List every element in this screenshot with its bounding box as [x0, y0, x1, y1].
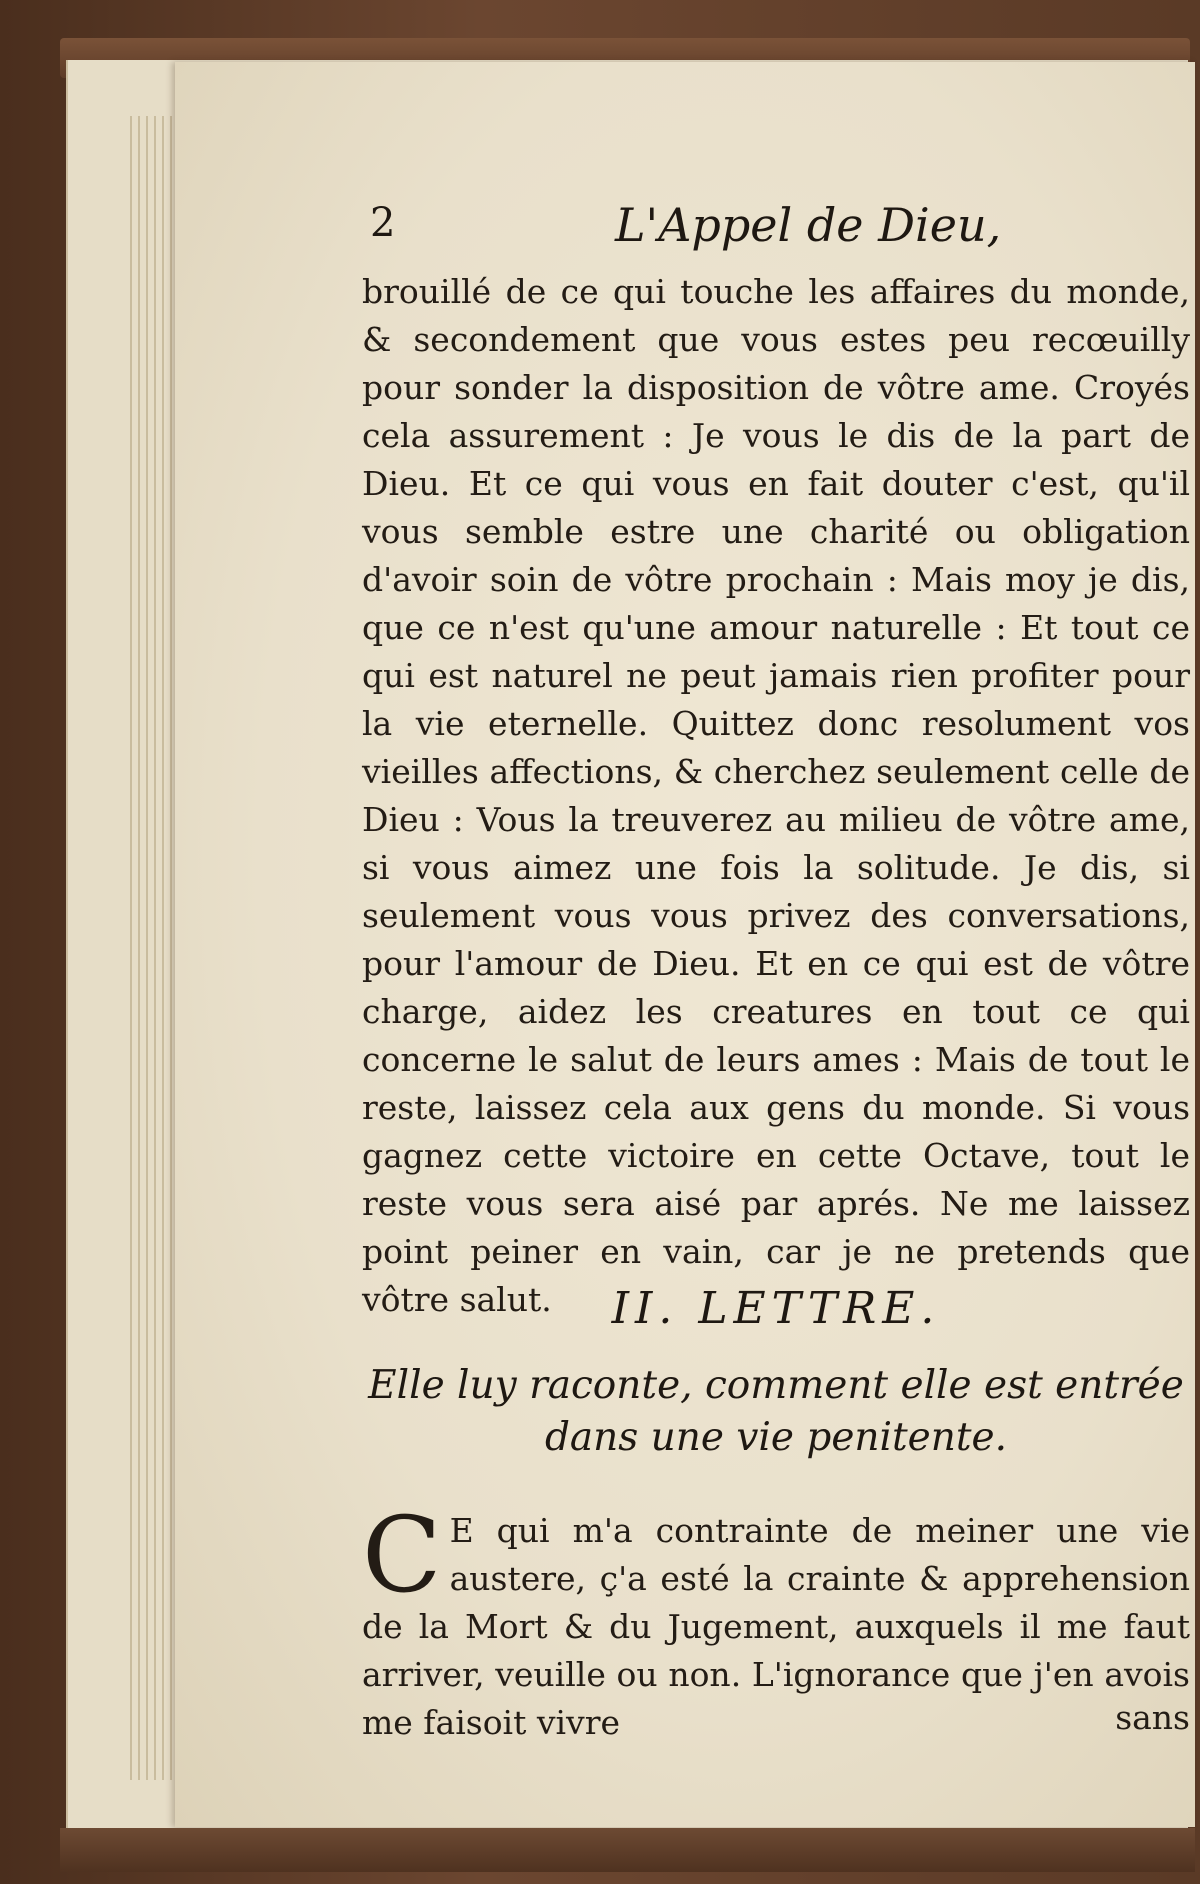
letter-text [362, 1494, 1190, 1747]
body-paragraph: brouillé de ce qui touche les affaires du monde, & secondement que vous estes peu recœuilly pour sonder la disposition de vôtre ame. Croyés cela assurement : Je vous le dis de la part de Dieu. Et ce qui vous en fait douter c'est, qu'il vous semble estre une charité ou obligation d'avoir soin de vôtre prochain : Mais moy je dis, que ce n'est qu'une amour naturelle : Et tout ce qui est naturel ne peut jamais rien profiter pour la vie eternelle. Quittez donc resolument vos vieilles affections, & cherchez seulement celle de Dieu : Vous la treuverez au milieu de vôtre ame, si vous aimez une fois la solitude. Je dis, si seulement vous vous privez des conversations, pour l'amour de Dieu. Et en ce qui est de vôtre charge, aidez les creatures en tout ce qui concerne le salut de leurs ames : Mais de tout le reste, laissez cela aux gens du monde. Si vous gagnez cette victoire en cette Octave, tout le reste vous sera aisé par aprés. Ne me laissez point peiner en vain, car je ne pretends que vôtre salut. [362, 272, 1190, 1319]
section-heading: II. LETTRE. [611, 1283, 941, 1334]
page-leaf [170, 116, 172, 1780]
letter-paragraph: E qui m'a contrainte de meiner une vie austere, ç'a esté la crainte & apprehension de la Mort & du Jugement, auxquels il me faut arriver, veuille ou non. L'ignorance que j'en avois me faisoit vivre [362, 1511, 1190, 1742]
page-number: 2 [370, 200, 396, 246]
page-leaf [138, 116, 140, 1780]
page-leaf [146, 116, 148, 1780]
running-title: L'Appel de Dieu, [615, 198, 1002, 252]
section-subtitle [362, 1360, 1190, 1464]
catchword: sans [1115, 1698, 1190, 1737]
subtitle-line: dans une vie penitente. [544, 1415, 1008, 1460]
page-leaf [154, 116, 156, 1780]
subtitle-line: Elle luy raconte, comment elle est entrée [368, 1363, 1184, 1408]
body-text [362, 268, 1190, 1324]
drop-cap: C [362, 1494, 442, 1616]
page-leaf [130, 116, 132, 1780]
cover-bottom-edge [60, 1828, 1195, 1872]
page-leaf [162, 116, 164, 1780]
